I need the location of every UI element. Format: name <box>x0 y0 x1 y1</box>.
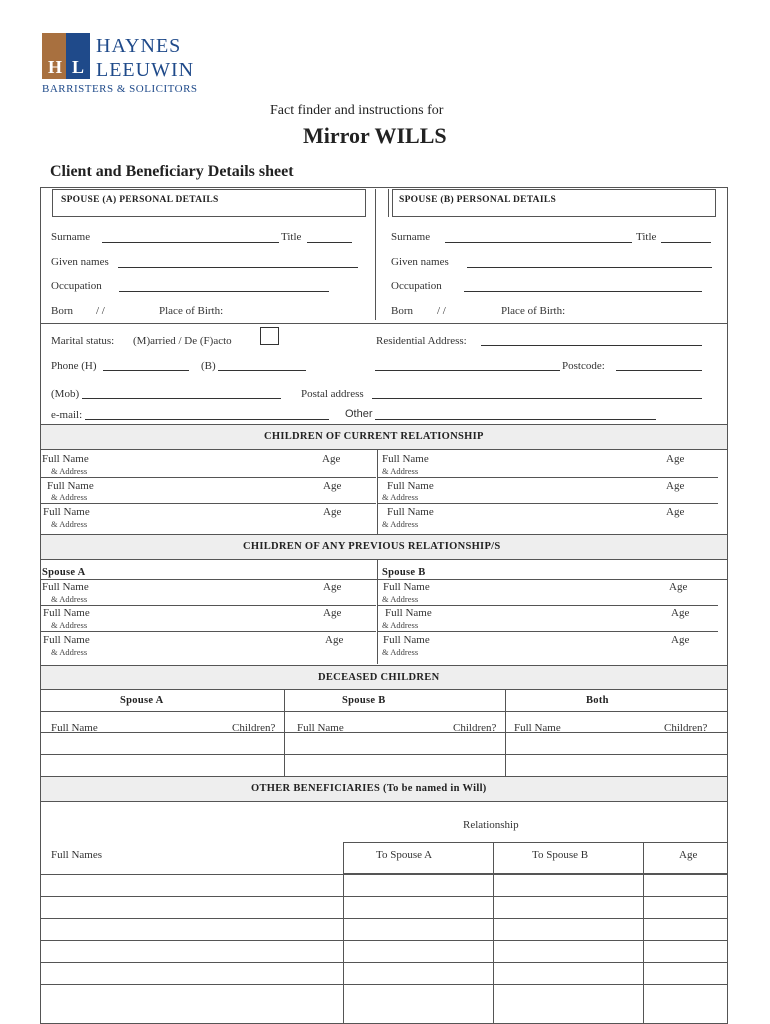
previous-child-a1-age-label: Age <box>323 581 342 593</box>
spouse-b-born-label: Born <box>391 305 413 317</box>
previous-child-a1-line[interactable] <box>40 605 376 606</box>
spouse-b-heading: SPOUSE (B) PERSONAL DETAILS <box>399 195 557 205</box>
current-child-a1-name-label: Full Name <box>42 453 89 465</box>
current-child-b2-age-label: Age <box>666 480 685 492</box>
beneficiaries-relationship-label: Relationship <box>463 819 519 831</box>
logo-letter-l: L <box>72 57 85 77</box>
previous-child-b3-address-label: & Address <box>382 647 419 657</box>
previous-child-b3-name-label: Full Name <box>383 634 430 646</box>
beneficiaries-divider-3 <box>643 842 644 1024</box>
beneficiaries-divider-1 <box>343 842 344 1024</box>
spouse-b-given-names-label: Given names <box>391 256 449 268</box>
spouse-b-occupation-label: Occupation <box>391 280 442 292</box>
deceased-children-heading: DECEASED CHILDREN <box>318 672 440 683</box>
deceased-a-full-name-label: Full Name <box>51 722 98 734</box>
spouse-b-given-names-field[interactable] <box>467 267 712 268</box>
deceased-col-spouse-b: Spouse B <box>342 695 386 706</box>
previous-child-a1-address-label: & Address <box>51 594 88 604</box>
deceased-col-both: Both <box>586 695 609 706</box>
logo-name-line1: HAYNES <box>96 35 182 57</box>
spouse-a-title-field[interactable] <box>307 242 352 243</box>
logo-letter-h: H <box>48 57 63 77</box>
deceased-children-band <box>40 665 728 690</box>
deceased-row-2-line[interactable] <box>40 754 728 755</box>
spouse-a-born-label: Born <box>51 305 73 317</box>
current-child-a2-address-label: & Address <box>51 492 88 502</box>
spouse-a-given-names-label: Given names <box>51 256 109 268</box>
previous-child-a2-name-label: Full Name <box>43 607 90 619</box>
previous-child-b2-age-label: Age <box>671 607 690 619</box>
beneficiaries-full-names-label: Full Names <box>51 849 103 861</box>
deceased-divider-2 <box>505 690 506 776</box>
spouse-a-heading-box <box>52 189 366 217</box>
deceased-both-full-name-label: Full Name <box>514 722 561 734</box>
current-child-a3-name-label: Full Name <box>43 506 90 518</box>
logo-name-line2: LEEUWIN <box>96 59 195 81</box>
deceased-divider-1 <box>284 690 285 776</box>
phone-business-label: (B) <box>201 360 216 372</box>
section-divider-contact <box>40 323 728 324</box>
document-title: Mirror WILLS <box>303 123 447 148</box>
residential-address-label: Residential Address: <box>376 335 467 347</box>
spouse-a-occupation-field[interactable] <box>119 291 329 292</box>
beneficiaries-divider-2 <box>493 842 494 1024</box>
marital-status-options: (M)arried / De (F)acto <box>133 335 232 347</box>
current-child-a2-line[interactable] <box>40 503 376 504</box>
current-child-a3-address-label: & Address <box>51 519 88 529</box>
current-child-b1-age-label: Age <box>666 453 685 465</box>
spouse-b-title-label: Title <box>636 231 657 243</box>
previous-child-b1-name-label: Full Name <box>383 581 430 593</box>
spouse-b-born-slashes: / / <box>437 305 446 317</box>
logo-mark <box>42 33 90 79</box>
deceased-row-1-line[interactable] <box>40 732 728 733</box>
current-children-heading: CHILDREN OF CURRENT RELATIONSHIP <box>264 431 484 442</box>
spouse-a-occupation-label: Occupation <box>51 280 102 292</box>
beneficiaries-to-spouse-b-label: To Spouse B <box>532 849 589 861</box>
mobile-label: (Mob) <box>51 388 80 400</box>
previous-child-b1-line[interactable] <box>378 605 718 606</box>
current-child-b1-address-label: & Address <box>382 466 419 476</box>
postcode-field[interactable] <box>616 370 702 371</box>
email-label: e-mail: <box>51 409 83 421</box>
spouse-a-surname-field[interactable] <box>102 242 279 243</box>
beneficiaries-row-1-line[interactable] <box>40 874 728 875</box>
previous-child-a2-address-label: & Address <box>51 620 88 630</box>
previous-children-subheader-line <box>40 579 728 580</box>
current-child-b3-name-label: Full Name <box>387 506 434 518</box>
beneficiaries-row-2-line[interactable] <box>40 896 728 897</box>
previous-spouse-b-label: Spouse B <box>382 567 426 578</box>
current-child-b2-address-label: & Address <box>382 492 419 502</box>
mobile-field[interactable] <box>82 398 281 399</box>
current-child-a2-name-label: Full Name <box>47 480 94 492</box>
previous-children-band <box>40 534 728 560</box>
current-child-a1-address-label: & Address <box>51 466 88 476</box>
previous-child-b2-address-label: & Address <box>382 620 419 630</box>
deceased-b-children-label: Children? <box>453 722 497 734</box>
current-child-a2-age-label: Age <box>323 480 342 492</box>
other-label: Other <box>345 408 373 420</box>
spouse-b-occupation-field[interactable] <box>464 291 702 292</box>
deceased-a-children-label: Children? <box>232 722 276 734</box>
logo-tagline: BARRISTERS & SOLICITORS <box>42 83 198 95</box>
deceased-col-spouse-a: Spouse A <box>120 695 164 706</box>
previous-child-b2-name-label: Full Name <box>385 607 432 619</box>
current-child-a1-age-label: Age <box>322 453 341 465</box>
beneficiaries-heading: OTHER BENEFICIARIES (To be named in Will) <box>251 783 487 794</box>
marital-status-checkbox[interactable] <box>260 327 279 345</box>
spouse-a-title-label: Title <box>281 231 302 243</box>
current-child-a1-line[interactable] <box>40 477 376 478</box>
spouse-a-place-of-birth-label: Place of Birth: <box>159 305 224 317</box>
beneficiaries-row-5-line[interactable] <box>40 962 728 963</box>
current-child-a3-age-label: Age <box>323 506 342 518</box>
beneficiaries-age-label: Age <box>679 849 698 861</box>
spouse-a-surname-label: Surname <box>51 231 91 243</box>
residential-address-field[interactable] <box>481 345 702 346</box>
current-children-band <box>40 424 728 450</box>
spouse-b-place-of-birth-label: Place of Birth: <box>501 305 566 317</box>
current-child-b3-age-label: Age <box>666 506 685 518</box>
previous-children-heading: CHILDREN OF ANY PREVIOUS RELATIONSHIP/S <box>243 541 501 552</box>
previous-child-b3-age-label: Age <box>671 634 690 646</box>
phone-home-field[interactable] <box>103 370 189 371</box>
current-child-b2-line[interactable] <box>378 503 718 504</box>
sheet-title: Client and Beneficiary Details sheet <box>50 163 294 180</box>
beneficiaries-row-6-line[interactable] <box>40 984 728 985</box>
current-child-b3-address-label: & Address <box>382 519 419 529</box>
beneficiaries-row-4-line[interactable] <box>40 940 728 941</box>
current-child-b1-line[interactable] <box>378 477 718 478</box>
marital-status-label: Marital status: <box>51 335 115 347</box>
postal-address-label: Postal address <box>301 388 364 400</box>
phone-home-label: Phone (H) <box>51 360 97 372</box>
other-field[interactable] <box>375 419 656 420</box>
postcode-label: Postcode: <box>562 360 605 372</box>
email-field[interactable] <box>85 419 329 420</box>
spouse-column-divider <box>375 217 376 320</box>
phone-business-field[interactable] <box>218 370 306 371</box>
previous-child-a3-name-label: Full Name <box>43 634 90 646</box>
beneficiaries-to-spouse-a-label: To Spouse A <box>376 849 433 861</box>
previous-child-a3-age-label: Age <box>325 634 344 646</box>
previous-child-b1-address-label: & Address <box>382 594 419 604</box>
previous-child-a1-name-label: Full Name <box>42 581 89 593</box>
spouse-b-surname-field[interactable] <box>445 242 632 243</box>
current-child-b1-name-label: Full Name <box>382 453 429 465</box>
beneficiaries-band <box>40 776 728 802</box>
postal-address-field[interactable] <box>372 398 702 399</box>
beneficiaries-row-3-line[interactable] <box>40 918 728 919</box>
previous-spouse-a-label: Spouse A <box>42 567 86 578</box>
residential-address-line2[interactable] <box>375 370 560 371</box>
current-children-divider <box>377 450 378 534</box>
spouse-a-heading: SPOUSE (A) PERSONAL DETAILS <box>61 195 219 205</box>
spouse-b-title-field[interactable] <box>661 242 711 243</box>
previous-child-b1-age-label: Age <box>669 581 688 593</box>
deceased-b-full-name-label: Full Name <box>297 722 344 734</box>
spouse-b-heading-box <box>392 189 716 217</box>
deceased-both-children-label: Children? <box>664 722 708 734</box>
heading-divider <box>375 189 376 217</box>
previous-child-a3-address-label: & Address <box>51 647 88 657</box>
previous-child-a2-line[interactable] <box>40 631 376 632</box>
current-child-b2-name-label: Full Name <box>387 480 434 492</box>
spouse-a-born-slashes: / / <box>96 305 105 317</box>
deceased-header-line <box>40 711 728 712</box>
document-subtitle: Fact finder and instructions for <box>270 103 444 118</box>
heading-divider-2 <box>388 189 389 217</box>
previous-child-b2-line[interactable] <box>378 631 718 632</box>
previous-children-divider <box>377 560 378 664</box>
previous-child-a2-age-label: Age <box>323 607 342 619</box>
spouse-a-given-names-field[interactable] <box>118 267 358 268</box>
spouse-b-surname-label: Surname <box>391 231 431 243</box>
